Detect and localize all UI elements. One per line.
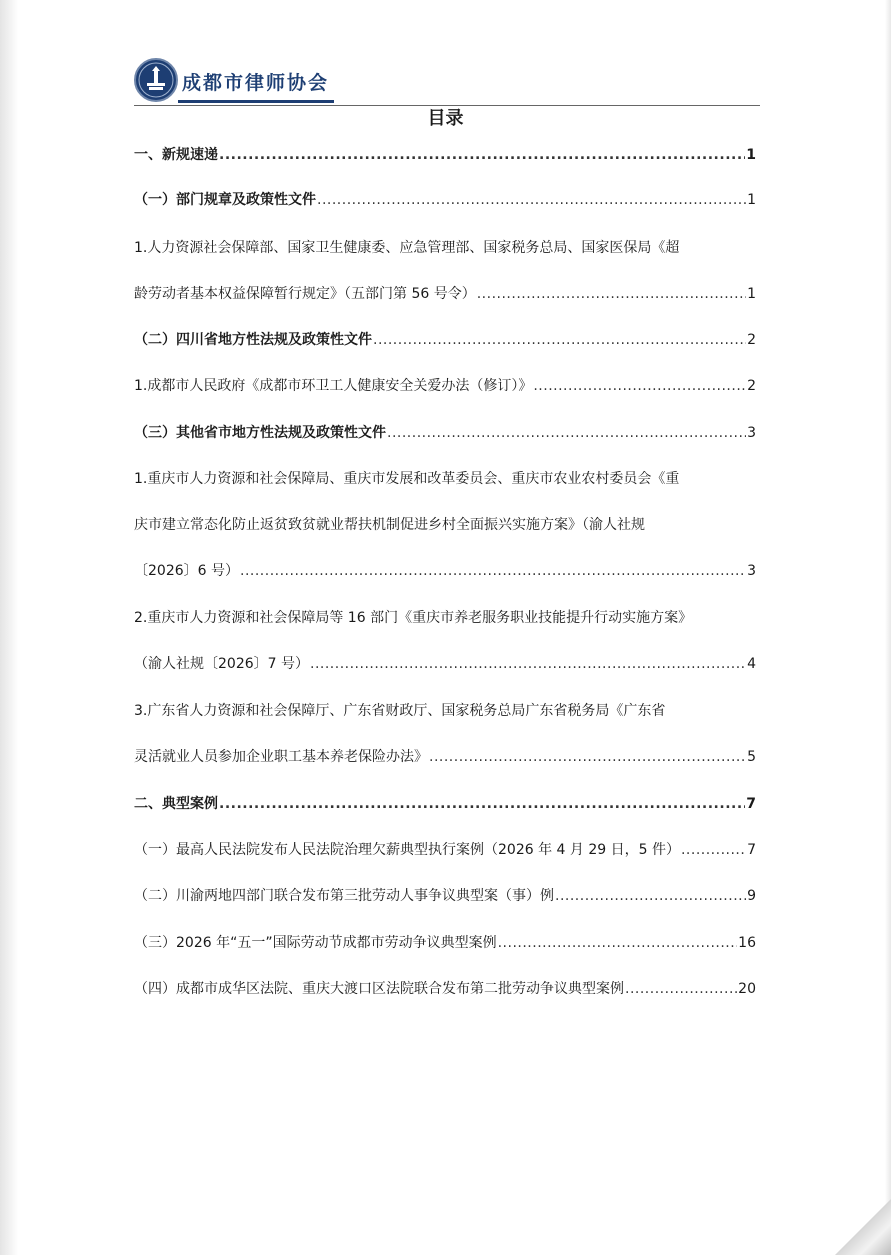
toc-leader-dots	[625, 981, 737, 997]
toc-leader-dots	[240, 563, 746, 579]
toc-entry-text: 庆市建立常态化防止返贫致贫就业帮扶机制促进乡村全面振兴实施方案》（渝人社规	[134, 517, 645, 533]
toc-entry[interactable]	[134, 978, 756, 998]
toc-entry[interactable]	[134, 329, 756, 349]
toc-entry[interactable]	[134, 468, 756, 580]
lawyers-association-seal-icon	[134, 58, 178, 102]
toc-entry[interactable]	[134, 144, 756, 164]
toc-entry-text: （三）2026 年“五一”国际劳动节成都市劳动争议典型案例	[134, 935, 497, 951]
toc-leader-dots	[387, 425, 746, 441]
toc-entry-text: 〔2026〕6 号）	[134, 563, 239, 579]
toc-leader-dots	[555, 888, 746, 904]
toc-page-number: 7	[746, 796, 756, 812]
toc-leader-dots	[219, 147, 745, 163]
organization-name: 成都市律师协会	[182, 72, 330, 94]
page-right-shadow	[885, 0, 891, 1255]
toc-entry-text: （一）部门规章及政策性文件	[134, 192, 316, 208]
toc-page-number: 7	[747, 842, 756, 858]
toc-leader-dots	[317, 192, 746, 208]
toc-page-number: 2	[747, 378, 756, 394]
toc-entry-text: 灵活就业人员参加企业职工基本养老保险办法》	[134, 749, 428, 765]
page-left-shadow	[0, 0, 18, 1255]
toc-leader-dots	[429, 749, 746, 765]
toc-entry-text: （一）最高人民法院发布人民法院治理欠薪典型执行案例（2026 年 4 月 29 日，5 件）	[134, 842, 680, 858]
toc-entry[interactable]	[134, 189, 756, 209]
toc-entry[interactable]	[134, 237, 756, 303]
toc-page-number: 2	[747, 332, 756, 348]
toc-page-number: 3	[747, 563, 756, 579]
toc-title: 目录	[427, 108, 464, 129]
toc-entry-text: （渝人社规〔2026〕7 号）	[134, 656, 309, 672]
toc-leader-dots	[219, 796, 745, 812]
toc-leader-dots	[310, 656, 746, 672]
toc-entry-text: 2.重庆市人力资源和社会保障局等 16 部门《重庆市养老服务职业技能提升行动实施方案》	[134, 610, 693, 626]
toc-leader-dots	[533, 378, 746, 394]
toc-leader-dots	[498, 935, 738, 951]
toc-entry[interactable]	[134, 375, 756, 395]
toc-entry-text: （四）成都市成华区法院、重庆大渡口区法院联合发布第二批劳动争议典型案例	[134, 981, 624, 997]
toc-entry[interactable]	[134, 839, 756, 859]
toc-page-number: 4	[747, 656, 756, 672]
toc-entry[interactable]	[134, 422, 756, 442]
toc-entry-text: （二）四川省地方性法规及政策性文件	[134, 332, 372, 348]
toc-page-number: 20	[738, 981, 756, 997]
page-curl-corner	[835, 1199, 891, 1255]
toc-entry-text: 龄劳动者基本权益保障暂行规定》（五部门第 56 号令）	[134, 286, 476, 302]
toc-entry[interactable]	[134, 932, 756, 952]
toc-entry-text: （二）川渝两地四部门联合发布第三批劳动人事争议典型案（事）例	[134, 888, 554, 904]
toc-entry-text: （三）其他省市地方性法规及政策性文件	[134, 425, 386, 441]
toc-entry[interactable]	[134, 607, 756, 673]
toc-entry[interactable]	[134, 793, 756, 813]
toc-entry-text: 一、新规速递	[134, 147, 218, 163]
toc-page-number: 5	[747, 749, 756, 765]
toc-page-number: 9	[747, 888, 756, 904]
toc-page-number: 1	[747, 286, 756, 302]
toc-leader-dots	[477, 286, 746, 302]
toc-entry-text: 3.广东省人力资源和社会保障厅、广东省财政厅、国家税务总局广东省税务局《广东省	[134, 703, 666, 719]
toc-page-number: 1	[747, 192, 756, 208]
toc-leader-dots	[373, 332, 746, 348]
toc-leader-dots	[681, 842, 746, 858]
document-header	[134, 58, 760, 108]
toc-entry-text: 1.重庆市人力资源和社会保障局、重庆市发展和改革委员会、重庆市农业农村委员会《重	[134, 471, 680, 487]
header-accent-line	[178, 100, 334, 103]
toc-entry-text: 1.人力资源社会保障部、国家卫生健康委、应急管理部、国家税务总局、国家医保局《超	[134, 240, 680, 256]
toc-entry-text: 1.成都市人民政府《成都市环卫工人健康安全关爱办法（修订）》	[134, 378, 533, 394]
toc-page-number: 3	[747, 425, 756, 441]
toc-page-number: 16	[738, 935, 756, 951]
toc-entry[interactable]	[134, 885, 756, 905]
toc-page-number: 1	[746, 147, 756, 163]
toc-entry[interactable]	[134, 700, 756, 766]
toc-entry-text: 二、典型案例	[134, 796, 218, 812]
